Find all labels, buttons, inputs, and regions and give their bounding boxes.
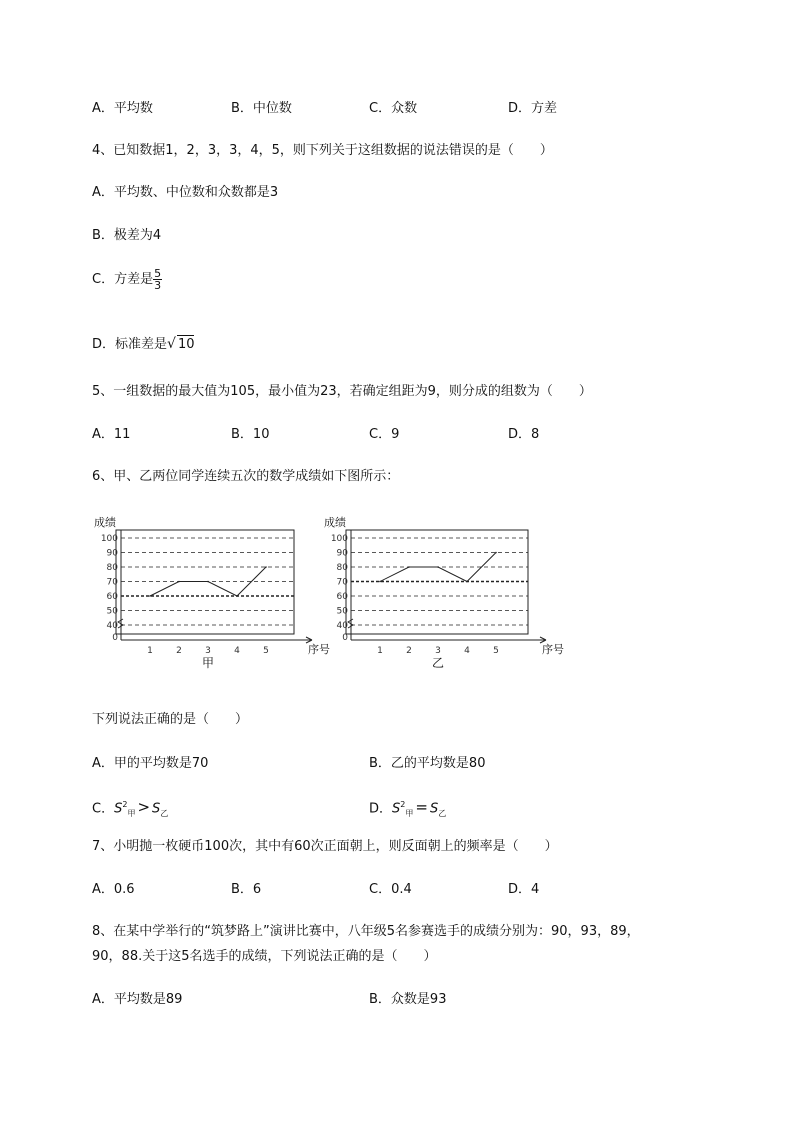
y-tick-label: 80 [106,563,118,573]
data-point [437,566,439,568]
y-tick-label: 60 [336,592,348,602]
y-tick-label: 40 [336,621,348,631]
data-point [408,566,410,568]
q8-option-a: A．平均数是89 [92,992,183,1007]
y-tick-label: 100 [100,534,118,544]
y-tick-label: 90 [336,548,348,559]
variance-symbol: S [392,801,401,817]
data-point [379,581,381,583]
axis-break-icon [118,619,123,628]
q7-option-a: A．0.6 [92,882,135,897]
sqrt-icon: √ [167,336,176,352]
q4-option-d [92,335,194,354]
y-tick-label: 100 [330,534,348,544]
variance-subscript-jia: 甲 [405,808,414,818]
variance-symbol: S [114,801,123,817]
y-tick-label: 60 [106,592,118,602]
data-point [207,581,209,583]
chart-caption: 甲 [201,656,215,670]
equals-sign: = [415,798,428,817]
data-point [265,566,267,568]
chart-caption: 乙 [431,656,445,670]
data-point [466,581,468,583]
axis-break-icon [348,619,353,628]
x-tick-label: 4 [234,646,240,656]
y-tick-label: 0 [342,633,348,643]
q5-option-d: D．8 [508,427,540,442]
variance-symbol: S [152,801,161,817]
q6-option-d [369,796,446,823]
sqrt-radicand: 10 [177,337,195,352]
variance-symbol: S [429,801,439,817]
y-tick-label: 40 [106,621,118,631]
y-tick-label: 80 [336,563,348,573]
q6-option-c [92,796,168,823]
data-point [236,595,238,597]
greater-than-sign: > [137,798,151,817]
variance-subscript-jia: 甲 [127,808,136,818]
x-tick-label: 5 [493,646,499,656]
q4-stem: 4、已知数据1，2，3，3，4，5，则下列关于这组数据的说法错误的是（ ） [92,143,553,158]
q8-option-b: B．众数是93 [369,992,447,1007]
q7-option-c: C．0.4 [369,882,412,897]
x-axis-label: 序号 [542,643,564,656]
chart-jia [92,512,330,682]
q7-stem: 7、小明抛一枚硬币100次，其中有60次正面朝上，则反面朝上的频率是（ ） [92,839,558,854]
q4-option-c [92,268,162,291]
x-tick-label: 1 [147,646,153,656]
q4-option-c-prefix: C．方差是 [92,272,154,287]
variance-subscript-yi: 乙 [438,808,447,818]
y-tick-label: 50 [336,606,348,617]
q6-option-b: B．乙的平均数是80 [369,756,486,771]
x-tick-label: 3 [205,646,211,656]
fraction [153,268,162,291]
x-tick-label: 2 [406,646,412,656]
data-point [149,595,151,597]
fraction-denominator: 3 [154,279,162,292]
square-superscript: 2 [122,800,128,809]
y-tick-label: 50 [106,606,118,617]
q4-option-b: B．极差为4 [92,228,162,243]
q5-option-a: A．11 [92,427,131,442]
q3-option-a: A．平均数 [92,101,153,116]
x-axis-label: 序号 [308,643,330,656]
q8-stem-line2: 90，88.关于这5名选手的成绩，下列说法正确的是（ ） [92,949,437,964]
data-point [178,581,180,583]
q5-option-c: C．9 [369,427,400,442]
q3-option-d: D．方差 [508,101,558,116]
q7-option-b: B．6 [231,882,262,897]
q6-prompt: 下列说法正确的是（ ） [92,712,249,727]
q6-option-d-prefix: D． [369,801,393,817]
x-tick-label: 3 [435,646,441,656]
x-tick-label: 4 [464,646,470,656]
q6-option-a: A．甲的平均数是70 [92,756,209,771]
q4-option-a: A．平均数、中位数和众数都是3 [92,185,279,200]
q3-option-c: C．众数 [369,101,418,116]
q5-option-b: B．10 [231,427,270,442]
variance-subscript-yi: 乙 [160,808,169,818]
x-tick-label: 1 [377,646,383,656]
q6-stem: 6、甲、乙两位同学连续五次的数学成绩如下图所示： [92,469,400,484]
chart-yi [322,512,562,682]
y-axis-label: 成绩 [94,516,116,529]
y-tick-label: 70 [106,577,118,588]
q7-option-d: D．4 [508,882,540,897]
fraction-numerator: 5 [154,267,162,280]
q4-option-d-prefix: D．标准差是 [92,337,168,352]
q3-option-b: B．中位数 [231,101,292,116]
y-axis-label: 成绩 [324,516,346,529]
square-superscript: 2 [400,800,406,809]
q5-stem: 5、一组数据的最大值为105，最小值为23，若确定组距为9，则分成的组数为（ ） [92,384,592,399]
y-tick-label: 90 [106,548,118,559]
y-tick-label: 0 [112,633,118,643]
x-tick-label: 5 [263,646,269,656]
q8-stem-line1: 8、在某中学举行的“筑梦路上”演讲比赛中，八年级5名参赛选手的成绩分别为：90，93，89， [92,924,640,939]
y-tick-label: 70 [336,577,348,588]
q6-option-c-prefix: C． [92,801,115,817]
x-tick-label: 2 [176,646,182,656]
data-point [495,552,497,554]
